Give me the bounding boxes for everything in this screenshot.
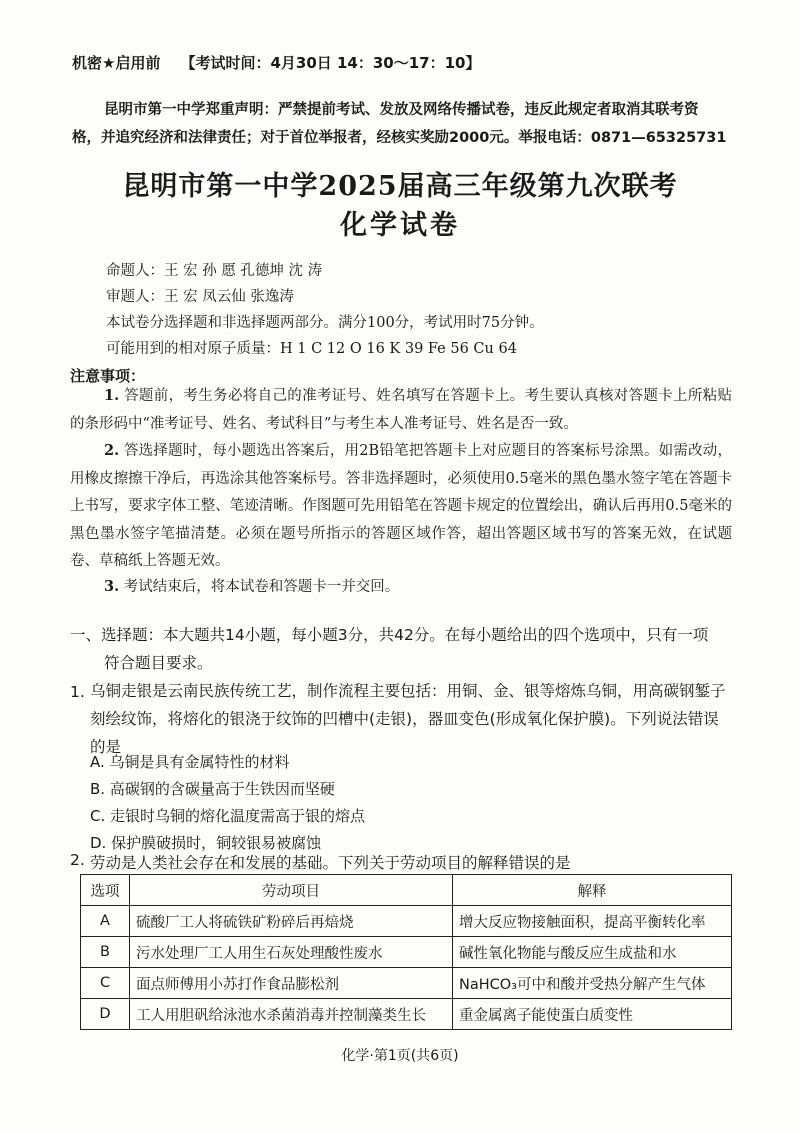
authors: 命题人：王 宏 孙 愿 孔德坤 沈 涛 <box>106 263 323 279</box>
table-header-cell: 劳动项目 <box>130 875 453 906</box>
table-cell: 污水处理厂工人用生石灰处理酸性废水 <box>130 937 453 968</box>
question-2-stem: 劳动是人类社会存在和发展的基础。下列关于劳动项目的解释错误的是 <box>90 854 571 872</box>
subject-title: 化学试卷 <box>340 210 460 241</box>
confidential-label: 机密★启用前 <box>72 54 161 72</box>
question-2-number: 2. <box>70 851 85 869</box>
atomic-masses: 可能用到的相对原子质量：H 1 C 12 O 16 K 39 Fe 56 Cu 64 <box>106 341 517 357</box>
table-cell: 硫酸厂工人将硫铁矿粉碎后再焙烧 <box>130 906 453 937</box>
exam-header <box>72 52 480 73</box>
table-header-row <box>81 875 732 906</box>
question-1-option-b: B. 高碳钢的含碳量高于生铁因而坚硬 <box>90 780 335 798</box>
table-cell: 增大反应物接触面积，提高平衡转化率 <box>453 906 732 937</box>
notice-line-2: 格，并追究经济和法律责任；对于首位举报者，经核实奖励2000元。举报电话：0871—65325731 <box>72 130 727 146</box>
exam-title: 昆明市第一中学2025届高三年级第九次联考 <box>122 171 678 202</box>
table-cell: NaHCO₃可中和酸并受热分解产生气体 <box>453 968 732 999</box>
note-number: 2. <box>104 442 120 459</box>
notes-heading: 注意事项： <box>70 367 146 385</box>
table-cell: B <box>81 937 130 968</box>
question-1-stem: 乌铜走银是云南民族传统工艺，制作流程主要包括：用铜、金、银等熔炼乌铜，用高碳钢錾子刻绘纹饰，将熔化的银浇于纹饰的凹槽中(走银)，器皿变色(形成氧化保护膜)。下列说法错误的是 <box>90 682 726 756</box>
question-1-number: 1. <box>70 683 85 701</box>
table-row <box>81 968 732 999</box>
table-header-cell: 选项 <box>81 875 130 906</box>
table-cell: 重金属离子能使蛋白质变性 <box>453 999 732 1030</box>
note-item-1 <box>70 382 732 438</box>
note-number: 1. <box>104 387 120 404</box>
question-1-option-d: D. 保护膜破损时，铜较银易被腐蚀 <box>90 834 322 852</box>
table-cell: C <box>81 968 130 999</box>
table-row <box>81 937 732 968</box>
reviewers: 审题人：王 宏 凤云仙 张逸涛 <box>106 289 294 305</box>
table-cell: 工人用胆矾给泳池水杀菌消毒并控制藻类生长 <box>130 999 453 1030</box>
notice-line-1: 昆明市第一中学郑重声明：严禁提前考试、发放及网络传播试卷，违反此规定者取消其联考资 <box>104 102 699 118</box>
note-text: 考试结束后，将本试卷和答题卡一并交回。 <box>123 579 400 595</box>
note-text: 答选择题时，每小题选出答案后，用2B铅笔把答题卡上对应题目的答案标号涂黑。如需改动，用橡皮擦擦干净后，再选涂其他答案标号。答非选择题时，必须使用0.5毫米的黑色墨水签字笔在答题卡上书写，要求字体工整、笔迹清晰。作图题可先用铅笔在答题卡规定的位置绘出，确认后再用0.5毫米的黑色墨水签字笔描清楚。必须在题号所指示的答题区域作答，超出答题区域书写的答案无效，在试题卷、草稿纸上答题无效。 <box>70 443 733 569</box>
section-heading-line-2: 符合题目要求。 <box>104 654 213 672</box>
note-item-3 <box>70 573 732 602</box>
question-1-option-a: A. 乌铜是具有金属特性的材料 <box>90 753 290 771</box>
note-item-2 <box>70 437 732 576</box>
page-footer: 化学·第1页(共6页) <box>341 1048 459 1064</box>
note-number: 3. <box>104 578 120 595</box>
table-row <box>81 906 732 937</box>
section-heading-line-1: 一、选择题：本大题共14小题，每小题3分，共42分。在每小题给出的四个选项中，只有一项 <box>70 626 709 644</box>
table-row <box>81 999 732 1030</box>
table-cell: D <box>81 999 130 1030</box>
exam-intro: 本试卷分选择题和非选择题两部分。满分100分，考试用时75分钟。 <box>106 315 544 331</box>
table-header-cell: 解释 <box>453 875 732 906</box>
exam-time: 【考试时间：4月30日 14：30～17：10】 <box>180 54 481 72</box>
table-cell: A <box>81 906 130 937</box>
question-1-option-c: C. 走银时乌铜的熔化温度需高于银的熔点 <box>90 807 366 825</box>
note-text: 答题前，考生务必将自己的准考证号、姓名填写在答题卡上。考生要认真核对答题卡上所粘贴的条形码中“准考证号、姓名、考试科目”与考生本人准考证号、姓名是否一致。 <box>70 388 733 432</box>
table-cell: 碱性氧化物能与酸反应生成盐和水 <box>453 937 732 968</box>
table-cell: 面点师傅用小苏打作食品膨松剂 <box>130 968 453 999</box>
labor-table <box>80 874 732 1030</box>
